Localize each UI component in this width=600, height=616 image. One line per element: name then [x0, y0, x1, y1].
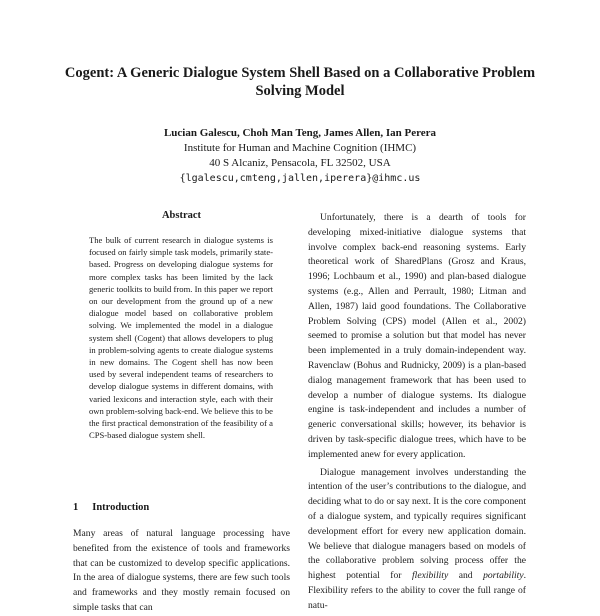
paper-title: Cogent: A Generic Dialogue System Shell Based on a Collaborative Problem Solving Model: [64, 65, 536, 99]
author-block: [50, 126, 550, 186]
right-paragraph-1: Unfortunately, there is a dearth of tools for developing mixed-initiative dialogue systems that involve complex back-end reasoning systems. Early theoretical work of SharedPlans (Grosz and Kraus, 1996; Lochbaum et al., 1990) and plan-based dialogue systems (e.g., Allen and Perrault, 1980; Litman and Allen, 1987) laid good foundations. The Collaborative Problem Solving (CPS) model (Allen et al., 2002) seemed to promise a solution but that model has never been implemented in a truly domain-independent way. Ravenclaw (Bohus and Rudnicky, 2009) is a plan-based dialog management framework that has been used to develop a number of dialogue systems. Its dialogue engine is task-independent and includes a number of generic conversational skills; however, its behavior is driven by task-specific dialogue trees, which have to be implemented anew for every application.: [308, 212, 526, 460]
author-names: Lucian Galescu, Choh Man Teng, James Allen, Ian Perera: [163, 127, 437, 139]
emphasis-portability: portability: [483, 570, 524, 582]
abstract-heading: Abstract: [161, 210, 202, 221]
right-column: [308, 211, 526, 614]
conjunction: and: [448, 570, 484, 582]
paragraph-text-start: Dialogue management involves understanding the intention of the user’s contributions to the dialogue, and deciding what to do or say next. It is the core component of a dialogue system, and typically requires significant development effort for every new application domain. We believe that dialogue managers based on models of the collaborative problem solving process offer the highest potential for: [308, 466, 526, 582]
address: 40 S Alcaniz, Pensacola, FL 32502, USA: [209, 157, 391, 169]
abstract-text: The bulk of current research in dialogue systems is focused on fairly simple task models, primarily state-based. Progress on developing dialogue systems for more complex tasks has been limited by the lack generic toolkits to build from. In this paper we report on our development from the ground up of a new dialogue model based on collaborative problem solving. We implemented the model in a dialogue system shell (Cogent) that allows developers to plug in problem-solving agents to create dialogue systems in new domains. The Cogent shell has now been used by several independent teams of researchers to develop dialogue systems in different domains, with varied lexicons and interaction style, each with their own problem-solving back-end. We believe this to be the first practical demonstration of the feasibility of a CPS-based dialogue system shell.: [89, 235, 273, 441]
section-title: Introduction: [92, 502, 150, 513]
paragraph-text-end: . Flexibility refers to the ability to cover the full range of natu-: [308, 570, 526, 611]
introduction-paragraph: Many areas of natural language processing have benefited from the existence of tools and frameworks that can be customized to develop specific applications. In the area of dialogue systems, there are few such tools and frameworks and they mostly remain focused on simple tasks that can: [73, 528, 290, 613]
section-heading-introduction: [73, 502, 149, 513]
affiliation: Institute for Human and Machine Cognition (IHMC): [183, 142, 417, 154]
emphasis-flexibility: flexibility: [411, 570, 449, 582]
section-number: 1: [73, 502, 79, 513]
author-emails: {lgalescu,cmteng,jallen,iperera}@ihmc.us: [179, 173, 421, 184]
right-paragraph-2: [308, 466, 526, 614]
